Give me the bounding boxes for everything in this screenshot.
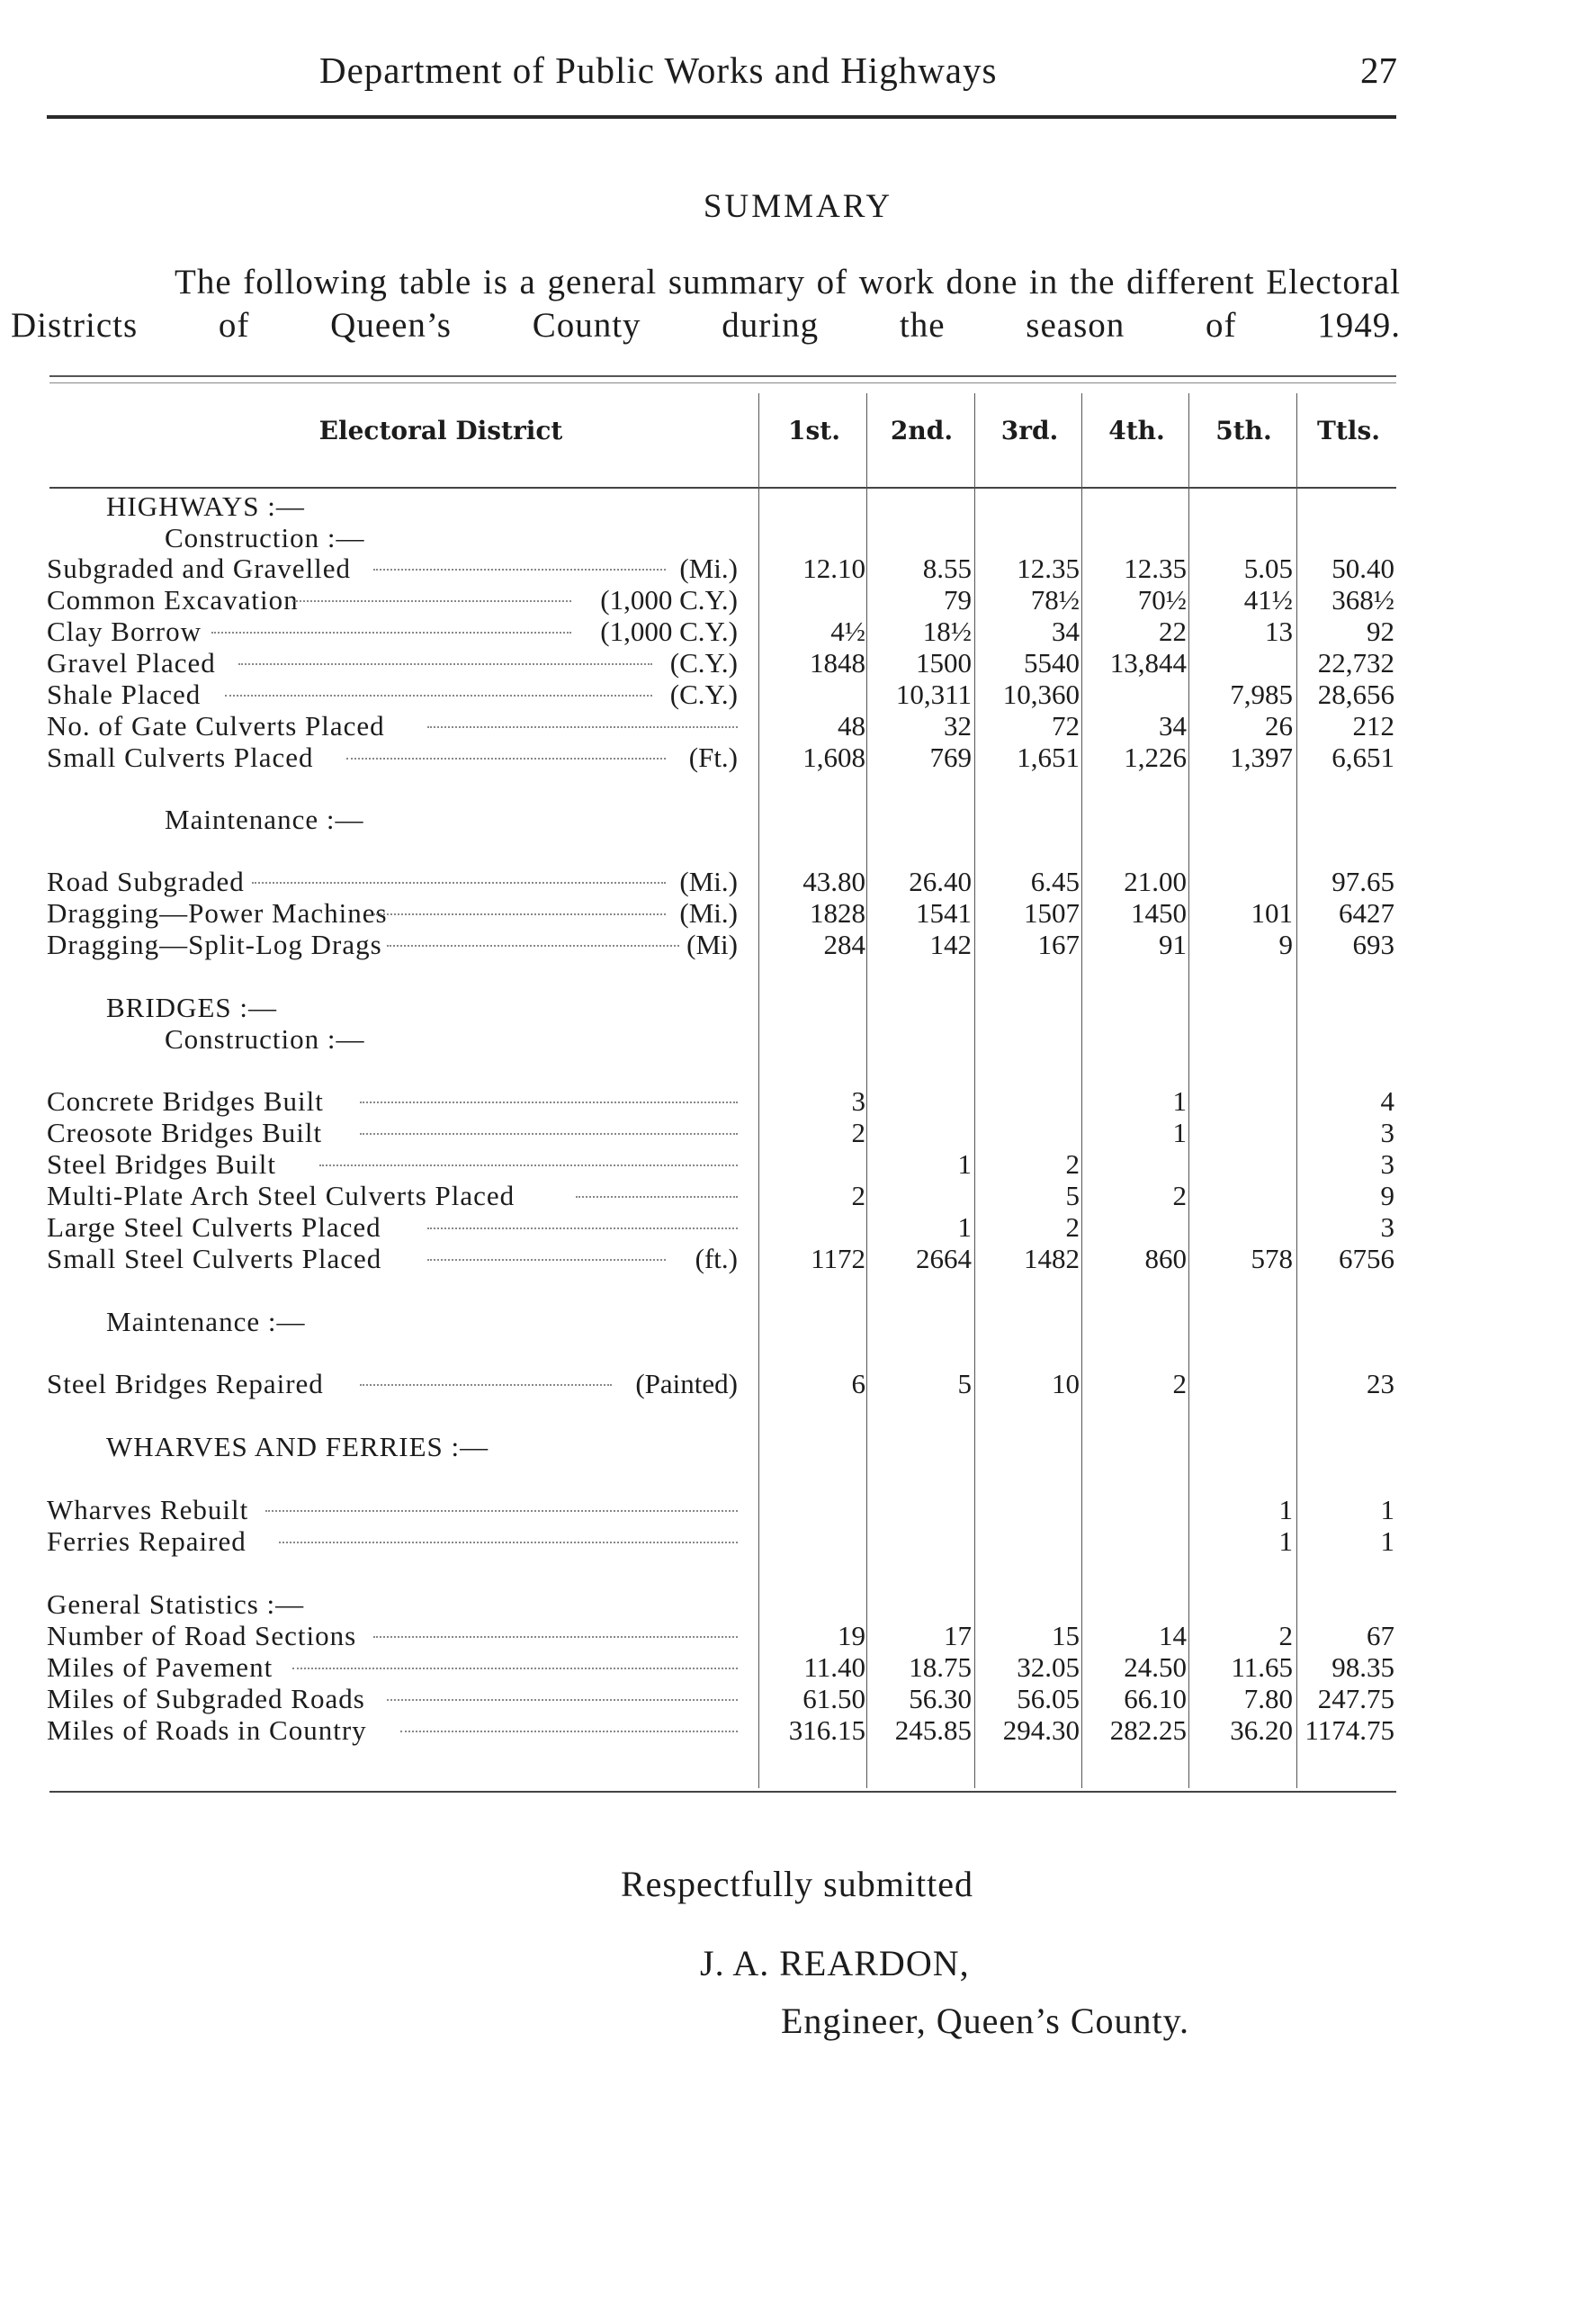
cell-value: 167	[1037, 929, 1080, 960]
section-heading: HIGHWAYS :—	[106, 490, 305, 522]
row-unit: (Painted)	[635, 1368, 738, 1399]
cell-value: 245.85	[894, 1714, 972, 1746]
row-label: Clay Borrow	[47, 616, 202, 647]
subsection-heading: Construction :—	[165, 1023, 365, 1055]
row-label: Road Subgraded	[47, 866, 245, 897]
cell-value: 21.00	[1124, 866, 1187, 897]
cell-value: 11.40	[803, 1651, 865, 1683]
signer-name: J. A. REARDON,	[700, 1943, 970, 1983]
table-row	[0, 1117, 1596, 1148]
cell-value: 26.40	[909, 866, 972, 897]
cell-value: 1174.75	[1305, 1714, 1394, 1746]
cell-value: 8.55	[922, 553, 972, 584]
cell-value: 97.65	[1331, 866, 1394, 897]
table-row	[0, 742, 1596, 773]
cell-value: 32.05	[1017, 1651, 1080, 1683]
cell-value: 578	[1251, 1243, 1293, 1274]
row-unit: (1,000 C.Y.)	[600, 616, 738, 647]
row-label: Dragging—Split-Log Drags	[47, 929, 382, 960]
cell-value: 66.10	[1124, 1683, 1187, 1714]
row-unit: (1,000 C.Y.)	[600, 584, 738, 616]
closing-text: Respectfully submitted	[621, 1864, 973, 1904]
cell-value: 79	[944, 584, 972, 616]
row-unit: (Mi.)	[679, 553, 738, 584]
table-row	[0, 1494, 1596, 1525]
cell-value: 368½	[1331, 584, 1394, 616]
leader-dots	[265, 1510, 738, 1512]
leader-dots	[319, 1164, 738, 1166]
cell-value: 1,608	[802, 742, 865, 773]
cell-value: 1,226	[1124, 742, 1187, 773]
row-label: Common Excavation	[47, 584, 299, 616]
table-row	[0, 1714, 1596, 1746]
cell-value: 13	[1265, 616, 1293, 647]
cell-value: 12.10	[802, 553, 865, 584]
cell-value: 2664	[916, 1243, 972, 1274]
cell-value: 2	[1278, 1620, 1293, 1651]
cell-value: 7.80	[1243, 1683, 1293, 1714]
row-label: Large Steel Culverts Placed	[47, 1211, 381, 1243]
cell-value: 6.45	[1030, 866, 1080, 897]
table-row	[0, 553, 1596, 584]
row-unit: (ft.)	[695, 1243, 738, 1274]
cell-value: 28,656	[1317, 679, 1394, 710]
row-unit: (Mi.)	[679, 897, 738, 929]
cell-value: 26	[1265, 710, 1293, 742]
row-unit: (C.Y.)	[669, 679, 738, 710]
row-label: Gravel Placed	[47, 647, 216, 679]
cell-value: 1	[1172, 1085, 1187, 1117]
section-heading: General Statistics :—	[47, 1588, 305, 1620]
cell-value: 6427	[1339, 897, 1394, 929]
cell-value: 23	[1367, 1368, 1394, 1399]
cell-value: 247.75	[1317, 1683, 1394, 1714]
cell-value: 10,360	[1002, 679, 1080, 710]
leader-dots	[387, 1699, 738, 1701]
cell-value: 19	[838, 1620, 865, 1651]
cell-value: 2	[851, 1117, 865, 1148]
header-rule	[47, 115, 1396, 119]
col-header-1st: 1st.	[788, 416, 840, 445]
cell-value: 92	[1367, 616, 1394, 647]
cell-value: 5.05	[1243, 553, 1293, 584]
cell-value: 1	[957, 1148, 972, 1180]
signer-title: Engineer, Queen’s County.	[781, 2001, 1190, 2041]
cell-value: 3	[1380, 1117, 1394, 1148]
cell-value: 1450	[1131, 897, 1187, 929]
intro-paragraph: The following table is a general summary of work done in the different Electoral Districts of Queen’s County during the season of 1949.	[11, 263, 1401, 345]
row-label: Miles of Roads in Country	[47, 1714, 367, 1746]
cell-value: 1828	[810, 897, 865, 929]
cell-value: 1541	[916, 897, 972, 929]
cell-value: 18.75	[909, 1651, 972, 1683]
cell-value: 22,732	[1317, 647, 1394, 679]
section-heading: BRIDGES :—	[106, 992, 277, 1023]
cell-value: 2	[851, 1180, 865, 1211]
cell-value: 1	[1278, 1494, 1293, 1525]
subsection-heading: Maintenance :—	[165, 804, 364, 835]
cell-value: 12.35	[1124, 553, 1187, 584]
cell-value: 1	[1172, 1117, 1187, 1148]
col-header-5th: 5th.	[1215, 416, 1272, 445]
cell-value: 56.05	[1017, 1683, 1080, 1714]
table-row	[0, 679, 1596, 710]
cell-value: 3	[1380, 1211, 1394, 1243]
cell-value: 98.35	[1331, 1651, 1394, 1683]
cell-value: 2	[1172, 1368, 1187, 1399]
cell-value: 1848	[810, 647, 865, 679]
cell-value: 1482	[1024, 1243, 1080, 1274]
cell-value: 61.50	[802, 1683, 865, 1714]
table-row	[0, 616, 1596, 647]
row-label: Miles of Subgraded Roads	[47, 1683, 365, 1714]
cell-value: 1507	[1024, 897, 1080, 929]
summary-title: SUMMARY	[703, 188, 893, 225]
row-label: Concrete Bridges Built	[47, 1085, 324, 1117]
table-top-rule-2	[49, 382, 1396, 383]
cell-value: 15	[1052, 1620, 1080, 1651]
cell-value: 78½	[1030, 584, 1080, 616]
table-header-rule	[49, 487, 1396, 489]
cell-value: 5	[957, 1368, 972, 1399]
table-row	[0, 897, 1596, 929]
row-label: Steel Bridges Built	[47, 1148, 276, 1180]
cell-value: 1	[1278, 1525, 1293, 1557]
section-heading: WHARVES AND FERRIES :—	[106, 1431, 489, 1462]
cell-value: 70½	[1137, 584, 1187, 616]
cell-value: 50.40	[1331, 553, 1394, 584]
cell-value: 91	[1159, 929, 1187, 960]
leader-dots	[373, 1636, 738, 1638]
cell-value: 17	[944, 1620, 972, 1651]
cell-value: 212	[1352, 710, 1394, 742]
table-row	[0, 1651, 1596, 1683]
cell-value: 36.20	[1230, 1714, 1293, 1746]
cell-value: 2	[1065, 1148, 1080, 1180]
cell-value: 101	[1251, 897, 1293, 929]
cell-value: 11.65	[1231, 1651, 1293, 1683]
cell-value: 7,985	[1230, 679, 1293, 710]
page-number: 27	[1360, 49, 1397, 91]
col-header-4th: 4th.	[1108, 416, 1165, 445]
cell-value: 294.30	[1002, 1714, 1080, 1746]
table-bottom-rule	[49, 1791, 1396, 1793]
cell-value: 56.30	[909, 1683, 972, 1714]
cell-value: 142	[929, 929, 972, 960]
table-row	[0, 710, 1596, 742]
col-header-2nd: 2nd.	[890, 416, 954, 445]
row-label: Small Culverts Placed	[47, 742, 314, 773]
cell-value: 34	[1052, 616, 1080, 647]
cell-value: 1172	[811, 1243, 865, 1274]
cell-value: 48	[838, 710, 865, 742]
cell-value: 9	[1278, 929, 1293, 960]
cell-value: 18½	[922, 616, 972, 647]
cell-value: 1500	[916, 647, 972, 679]
row-label: Small Steel Culverts Placed	[47, 1243, 382, 1274]
row-label: Miles of Pavement	[47, 1651, 273, 1683]
cell-value: 2	[1065, 1211, 1080, 1243]
cell-value: 1,397	[1230, 742, 1293, 773]
cell-value: 282.25	[1109, 1714, 1187, 1746]
table-row	[0, 647, 1596, 679]
row-label: Multi-Plate Arch Steel Culverts Placed	[47, 1180, 516, 1211]
cell-value: 5540	[1024, 647, 1080, 679]
cell-value: 24.50	[1124, 1651, 1187, 1683]
table-row	[0, 1620, 1596, 1651]
table-row	[0, 1211, 1596, 1243]
cell-value: 6,651	[1331, 742, 1394, 773]
table-row	[0, 1368, 1596, 1399]
cell-value: 14	[1159, 1620, 1187, 1651]
cell-value: 1,651	[1017, 742, 1080, 773]
table-row	[0, 1180, 1596, 1211]
header-title: Department of Public Works and Highways	[319, 49, 998, 91]
cell-value: 2	[1172, 1180, 1187, 1211]
leader-dots	[360, 1133, 738, 1135]
cell-value: 10,311	[895, 679, 972, 710]
cell-value: 6756	[1339, 1243, 1394, 1274]
row-label: Creosote Bridges Built	[47, 1117, 323, 1148]
leader-dots	[279, 1542, 738, 1543]
cell-value: 693	[1352, 929, 1394, 960]
cell-value: 34	[1159, 710, 1187, 742]
table-row	[0, 1683, 1596, 1714]
leader-dots	[292, 600, 571, 602]
table-row	[0, 1525, 1596, 1557]
leader-dots	[427, 1227, 738, 1229]
cell-value: 22	[1159, 616, 1187, 647]
cell-value: 3	[1380, 1148, 1394, 1180]
row-unit: (Mi)	[686, 929, 738, 960]
subsection-heading: Maintenance :—	[106, 1306, 306, 1337]
table-row	[0, 929, 1596, 960]
cell-value: 67	[1367, 1620, 1394, 1651]
cell-value: 316.15	[788, 1714, 865, 1746]
leader-dots	[292, 1668, 738, 1669]
cell-value: 1	[1380, 1494, 1394, 1525]
cell-value: 10	[1052, 1368, 1080, 1399]
table-row	[0, 1243, 1596, 1274]
leader-dots	[427, 726, 738, 728]
leader-dots	[400, 1731, 738, 1732]
row-label: Subgraded and Gravelled	[47, 553, 352, 584]
cell-value: 9	[1380, 1180, 1394, 1211]
col-header-totals: Ttls.	[1317, 416, 1380, 445]
table-row	[0, 1085, 1596, 1117]
row-label: Number of Road Sections	[47, 1620, 357, 1651]
cell-value: 43.80	[802, 866, 865, 897]
row-label: Wharves Rebuilt	[47, 1494, 249, 1525]
cell-value: 769	[929, 742, 972, 773]
cell-value: 284	[823, 929, 865, 960]
cell-value: 6	[851, 1368, 865, 1399]
cell-value: 12.35	[1017, 553, 1080, 584]
table-top-rule	[49, 375, 1396, 377]
row-label: Ferries Repaired	[47, 1525, 247, 1557]
table-row	[0, 584, 1596, 616]
row-unit: (Ft.)	[688, 742, 738, 773]
cell-value: 4½	[830, 616, 865, 647]
table-row	[0, 1148, 1596, 1180]
row-label: Steel Bridges Repaired	[47, 1368, 324, 1399]
row-unit: (C.Y.)	[669, 647, 738, 679]
cell-value: 1	[1380, 1525, 1394, 1557]
cell-value: 3	[851, 1085, 865, 1117]
row-label: No. of Gate Culverts Placed	[47, 710, 385, 742]
row-label: Shale Placed	[47, 679, 202, 710]
cell-value: 32	[944, 710, 972, 742]
col-header-district: Electoral District	[318, 416, 563, 445]
leader-dots	[360, 1102, 738, 1103]
cell-value: 41½	[1243, 584, 1293, 616]
cell-value: 1	[957, 1211, 972, 1243]
page-header	[0, 0, 1596, 126]
row-label: Dragging—Power Machines	[47, 897, 388, 929]
leader-dots	[576, 1196, 738, 1198]
cell-value: 13,844	[1109, 647, 1187, 679]
leader-dots	[211, 632, 571, 634]
cell-value: 72	[1052, 710, 1080, 742]
cell-value: 4	[1380, 1085, 1394, 1117]
cell-value: 5	[1065, 1180, 1080, 1211]
col-header-3rd: 3rd.	[1000, 416, 1059, 445]
subsection-heading: Construction :—	[165, 522, 365, 553]
row-unit: (Mi.)	[679, 866, 738, 897]
table-row	[0, 866, 1596, 897]
cell-value: 860	[1144, 1243, 1187, 1274]
